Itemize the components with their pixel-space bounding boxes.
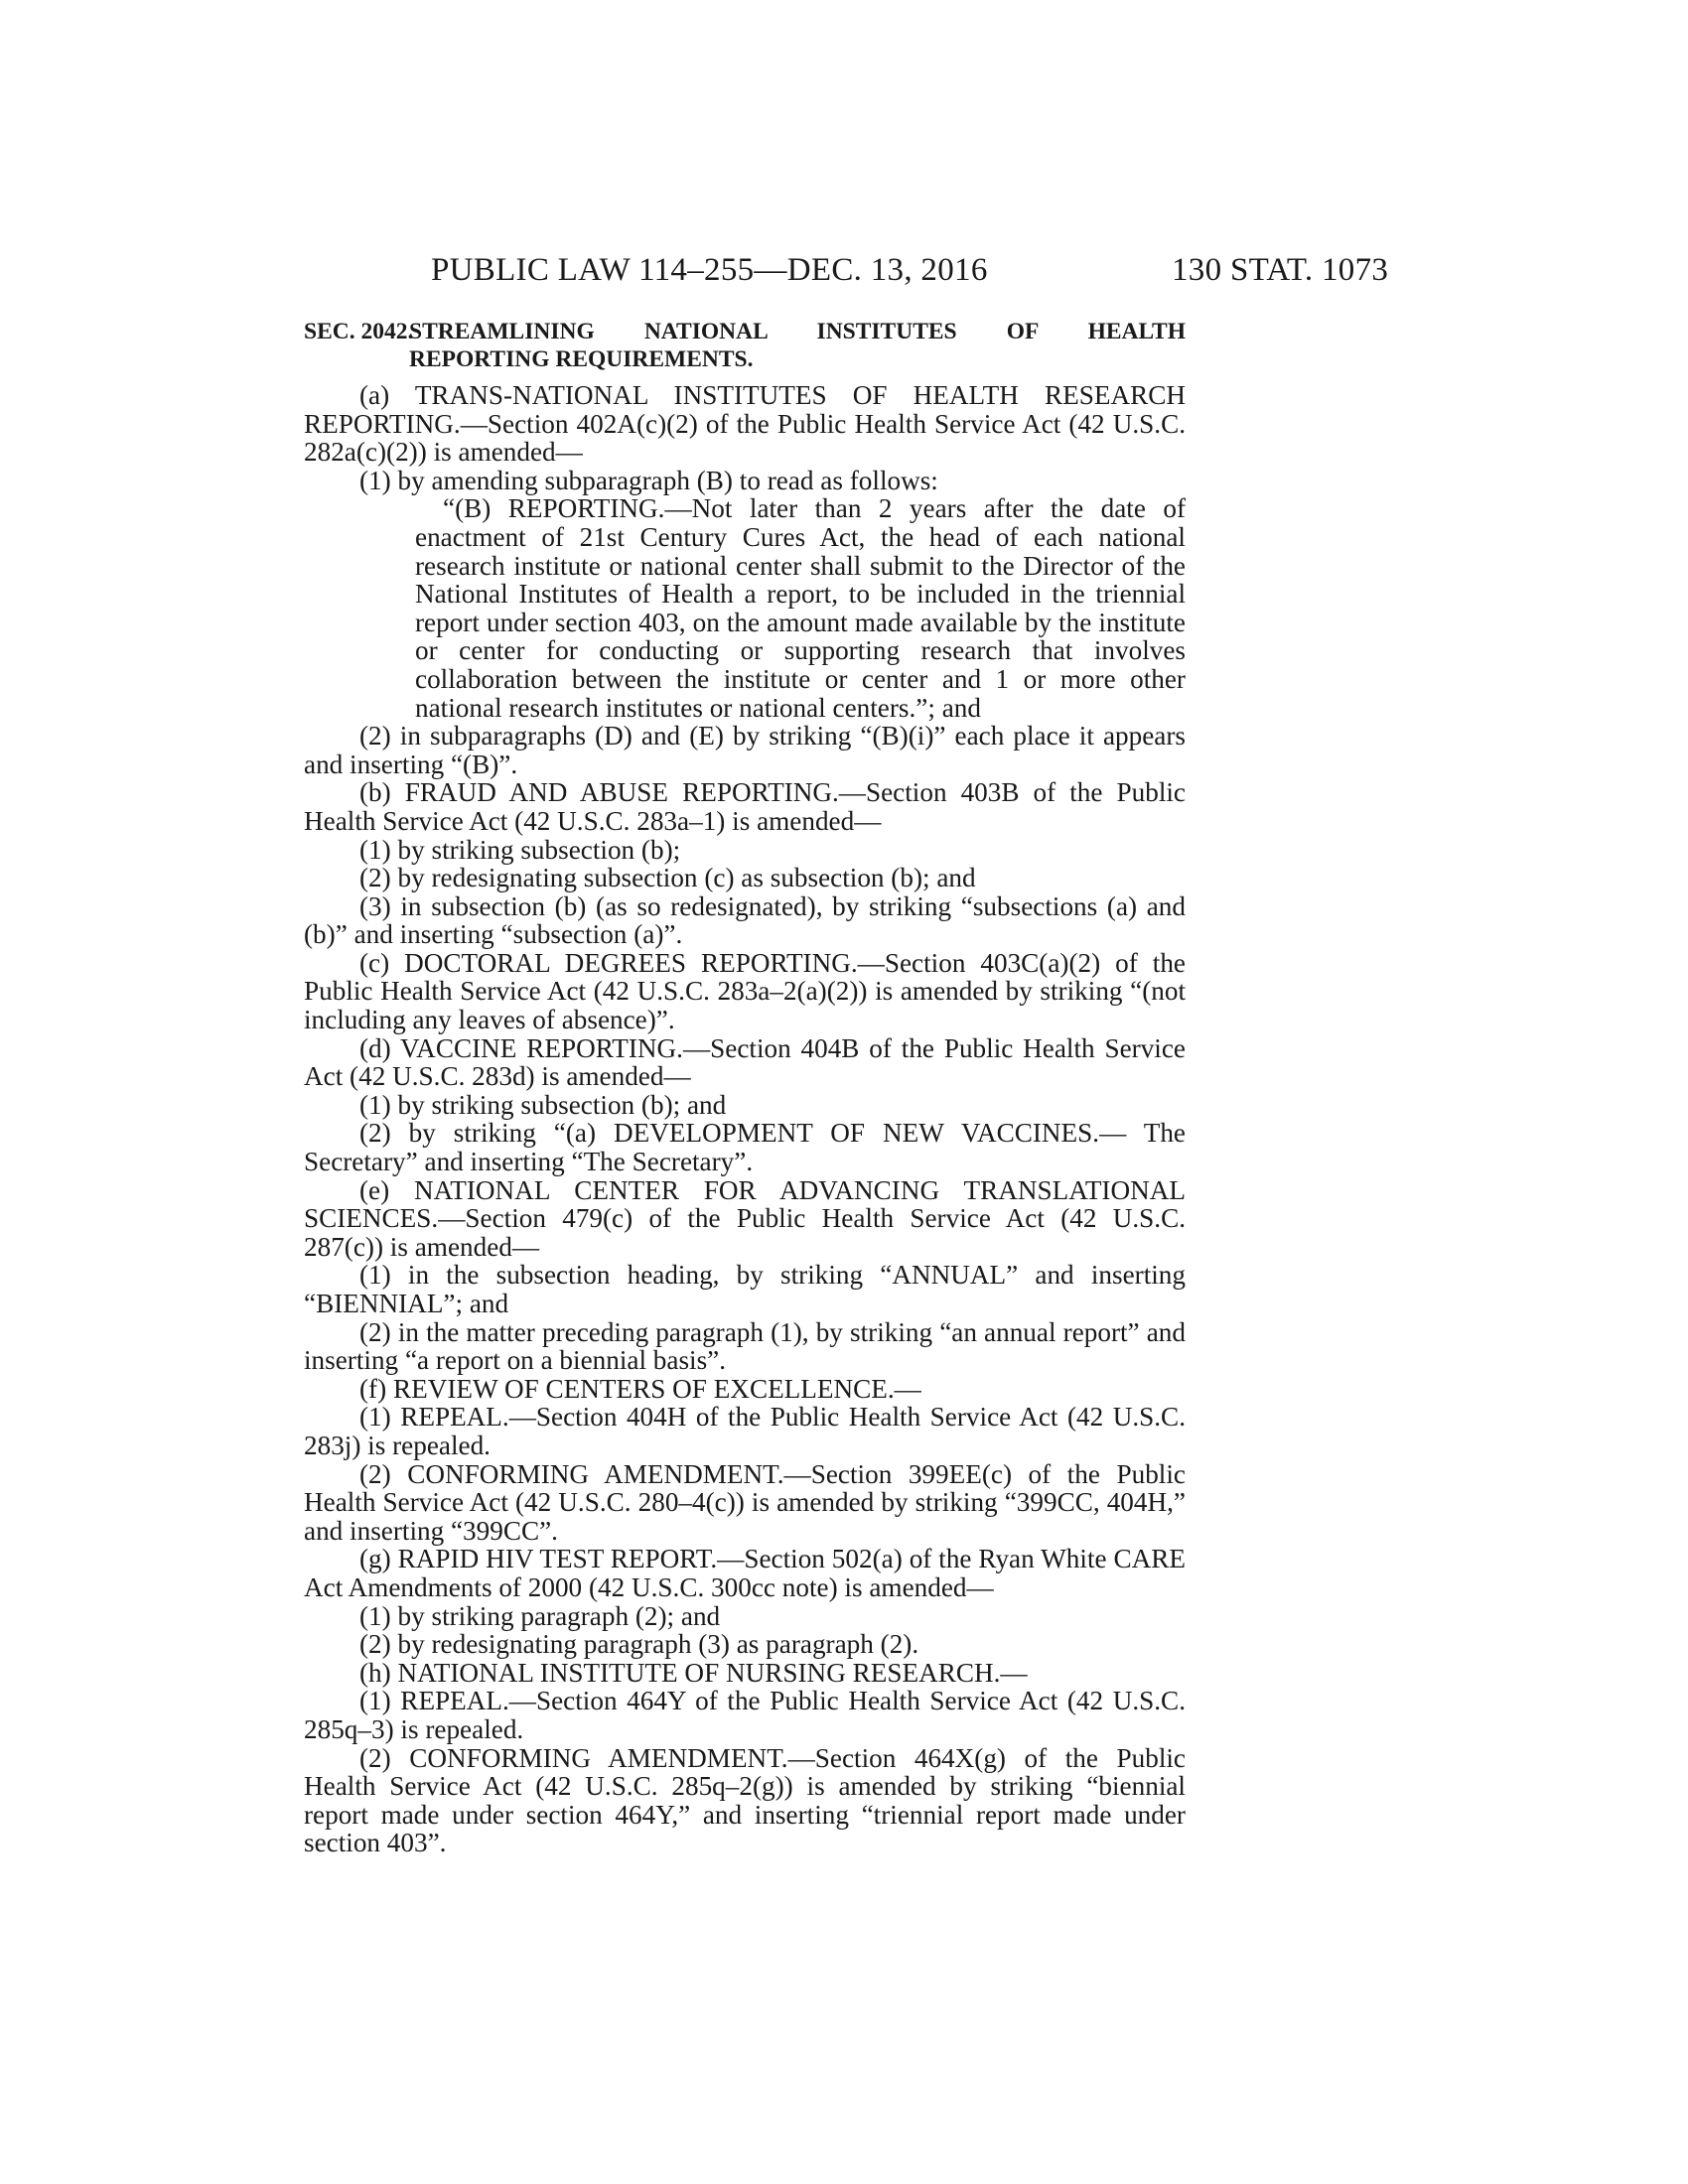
paragraph-d1: (1) by striking subsection (b); and xyxy=(359,1089,727,1120)
section-heading xyxy=(304,318,1186,373)
running-header: PUBLIC LAW 114–255—DEC. 13, 2016 xyxy=(431,252,988,288)
paragraph-e2: (2) in the matter preceding paragraph (1), by striking “an annual report” and inserting “a report on a biennial basis”. xyxy=(304,1316,1186,1376)
paragraph-a: (a) TRANS-NATIONAL INSTITUTES OF HEALTH RESEARCH REPORTING.—Section 402A(c)(2) of the Public Health Service Act (42 U.S.C. 282a(c)(2)) is amended— xyxy=(304,380,1186,468)
paragraph-a1: (1) by amending subparagraph (B) to read as follows: xyxy=(359,465,938,495)
page-citation: 130 STAT. 1073 xyxy=(1172,252,1389,288)
paragraph-b1: (1) by striking subsection (b); xyxy=(359,834,681,865)
section-title xyxy=(409,318,1186,373)
paragraph-h: (h) NATIONAL INSTITUTE OF NURSING RESEARCH.— xyxy=(359,1657,1028,1688)
paragraph-h1: (1) REPEAL.—Section 464Y of the Public Health Service Act (42 U.S.C. 285q–3) is repealed. xyxy=(304,1686,1186,1744)
paragraph-b2: (2) by redesignating subsection (c) as subsection (b); and xyxy=(359,863,976,893)
paragraph-h2: (2) CONFORMING AMENDMENT.—Section 464X(g) of the Public Health Service Act (42 U.S.C. 285q–2(g)) is amended by striking “biennial report made under section 464Y,” and inserting “triennial report made under section 403”. xyxy=(304,1742,1186,1858)
paragraph-c: (c) DOCTORAL DEGREES REPORTING.—Section 403C(a)(2) of the Public Health Service Act (42 U.S.C. 283a–2(a)(2)) is amended by striking “(not including any leaves of absence)”. xyxy=(304,947,1186,1035)
paragraph-d: (d) VACCINE REPORTING.—Section 404B of the Public Health Service Act (42 U.S.C. 283d) is amended— xyxy=(304,1032,1186,1092)
paragraph-a2: (2) in subparagraphs (D) and (E) by striking “(B)(i)” each place it appears and inserting “(B)”. xyxy=(304,721,1186,779)
paragraph-g: (g) RAPID HIV TEST REPORT.—Section 502(a) of the Ryan White CARE Act Amendments of 2000 (42 U.S.C. 300cc note) is amended— xyxy=(304,1544,1186,1602)
paragraph-b: (b) FRAUD AND ABUSE REPORTING.—Section 403B of the Public Health Service Act (42 U.S.C. 283a–1) is amended— xyxy=(304,777,1186,836)
paragraph-d2: (2) by striking “(a) DEVELOPMENT OF NEW VACCINES.— The Secretary” and inserting “The Secretary”. xyxy=(304,1118,1186,1177)
paragraph-f1: (1) REPEAL.—Section 404H of the Public Health Service Act (42 U.S.C. 283j) is repealed. xyxy=(304,1402,1186,1460)
section-number: SEC. 2042. xyxy=(304,319,414,344)
paragraph-g1: (1) by striking paragraph (2); and xyxy=(359,1600,721,1631)
paragraph-f2: (2) CONFORMING AMENDMENT.—Section 399EE(c) of the Public Health Service Act (42 U.S.C. 280–4(c)) is amended by striking “399CC, 404H,” and inserting “399CC”. xyxy=(304,1458,1186,1546)
paragraph-e1: (1) in the subsection heading, by striking “ANNUAL” and inserting “BIENNIAL”; and xyxy=(304,1260,1186,1318)
paragraph-f: (f) REVIEW OF CENTERS OF EXCELLENCE.— xyxy=(359,1373,921,1404)
section-title-line2: REPORTING REQUIREMENTS. xyxy=(409,346,754,372)
paragraph-g2: (2) by redesignating paragraph (3) as paragraph (2). xyxy=(359,1629,919,1660)
document-body xyxy=(304,318,1186,1857)
paragraph-b3: (3) in subsection (b) (as so redesignated), by striking “subsections (a) and (b)” and inserting “subsection (a)”. xyxy=(304,890,1186,950)
paragraph-e: (e) NATIONAL CENTER FOR ADVANCING TRANSLATIONAL SCIENCES.—Section 479(c) of the Public Health Service Act (42 U.S.C. 287(c)) is amended— xyxy=(304,1174,1186,1262)
section-title-line1: STREAMLINING NATIONAL INSTITUTES OF HEALTH xyxy=(409,319,1186,344)
paragraph-a1-quote: “(B) REPORTING.—Not later than 2 years after the date of enactment of 21st Century Cures Act, the head of each national research institute or national center shall submit to the Director of the National Institutes of Health a report, to be included in the triennial report under section 403, on the amount made available by the institute or center for conducting or supporting research that involves collaboration between the institute or center and 1 or more other national research institutes or national centers.”; and xyxy=(415,493,1186,723)
